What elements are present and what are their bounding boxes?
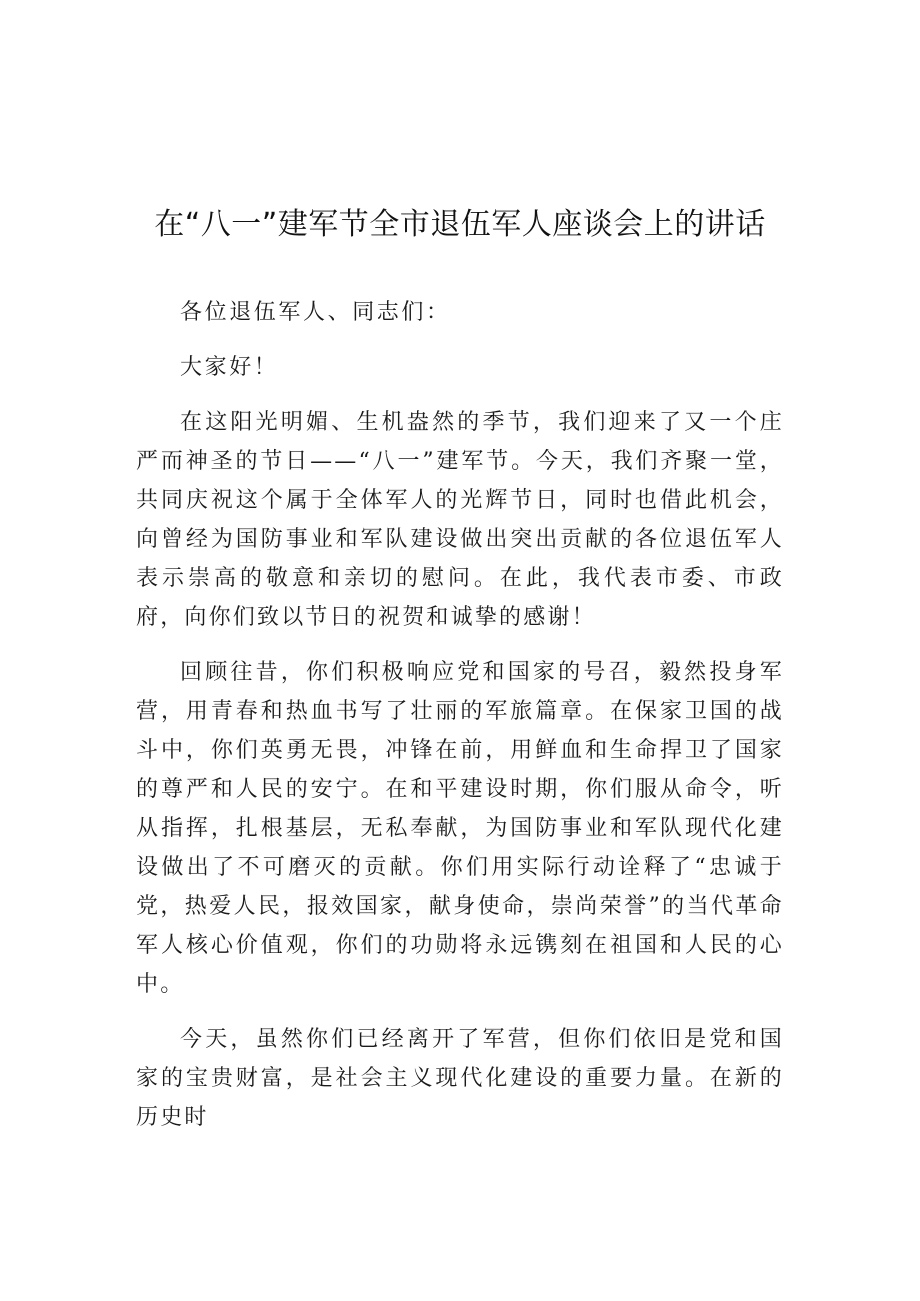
salutation: 各位退伍军人、同志们：	[180, 300, 451, 325]
body-paragraph-1: 在这阳光明媚、生机盎然的季节，我们迎来了又一个庄严而神圣的节日——“八一”建军节。今天，我们齐聚一堂，共同庆祝这个属于全体军人的光辉节日，同时也借此机会，向曾经为国防事业和军队建设做出突出贡献的各位退伍军人表示崇高的敬意和亲切的慰问。在此，我代表市委、市政府，向你们致以节日的祝贺和诚挚的感谢！	[136, 410, 784, 630]
document-title: 在“八一”建军节全市退伍军人座谈会上的讲话	[154, 207, 766, 242]
body-paragraph-2: 回顾往昔，你们积极响应党和国家的号召，毅然投身军营，用青春和热血书写了壮丽的军旅篇章。在保家卫国的战斗中，你们英勇无畏，冲锋在前，用鲜血和生命捍卫了国家的尊严和人民的安宁。在和平建设时期，你们服从命令，听从指挥，扎根基层，无私奉献，为国防事业和军队现代化建设做出了不可磨灭的贡献。你们用实际行动诠释了“忠诚于党，热爱人民，报效国家，献身使命，崇尚荣誉”的当代革命军人核心价值观，你们的功勋将永远镌刻在祖国和人民的心中。	[136, 660, 784, 997]
greeting: 大家好！	[180, 355, 279, 380]
document-body	[136, 293, 784, 1153]
body-paragraph-3: 今天，虽然你们已经离开了军营，但你们依旧是党和国家的宝贵财富，是社会主义现代化建设的重要力量。在新的历史时	[136, 1027, 784, 1130]
